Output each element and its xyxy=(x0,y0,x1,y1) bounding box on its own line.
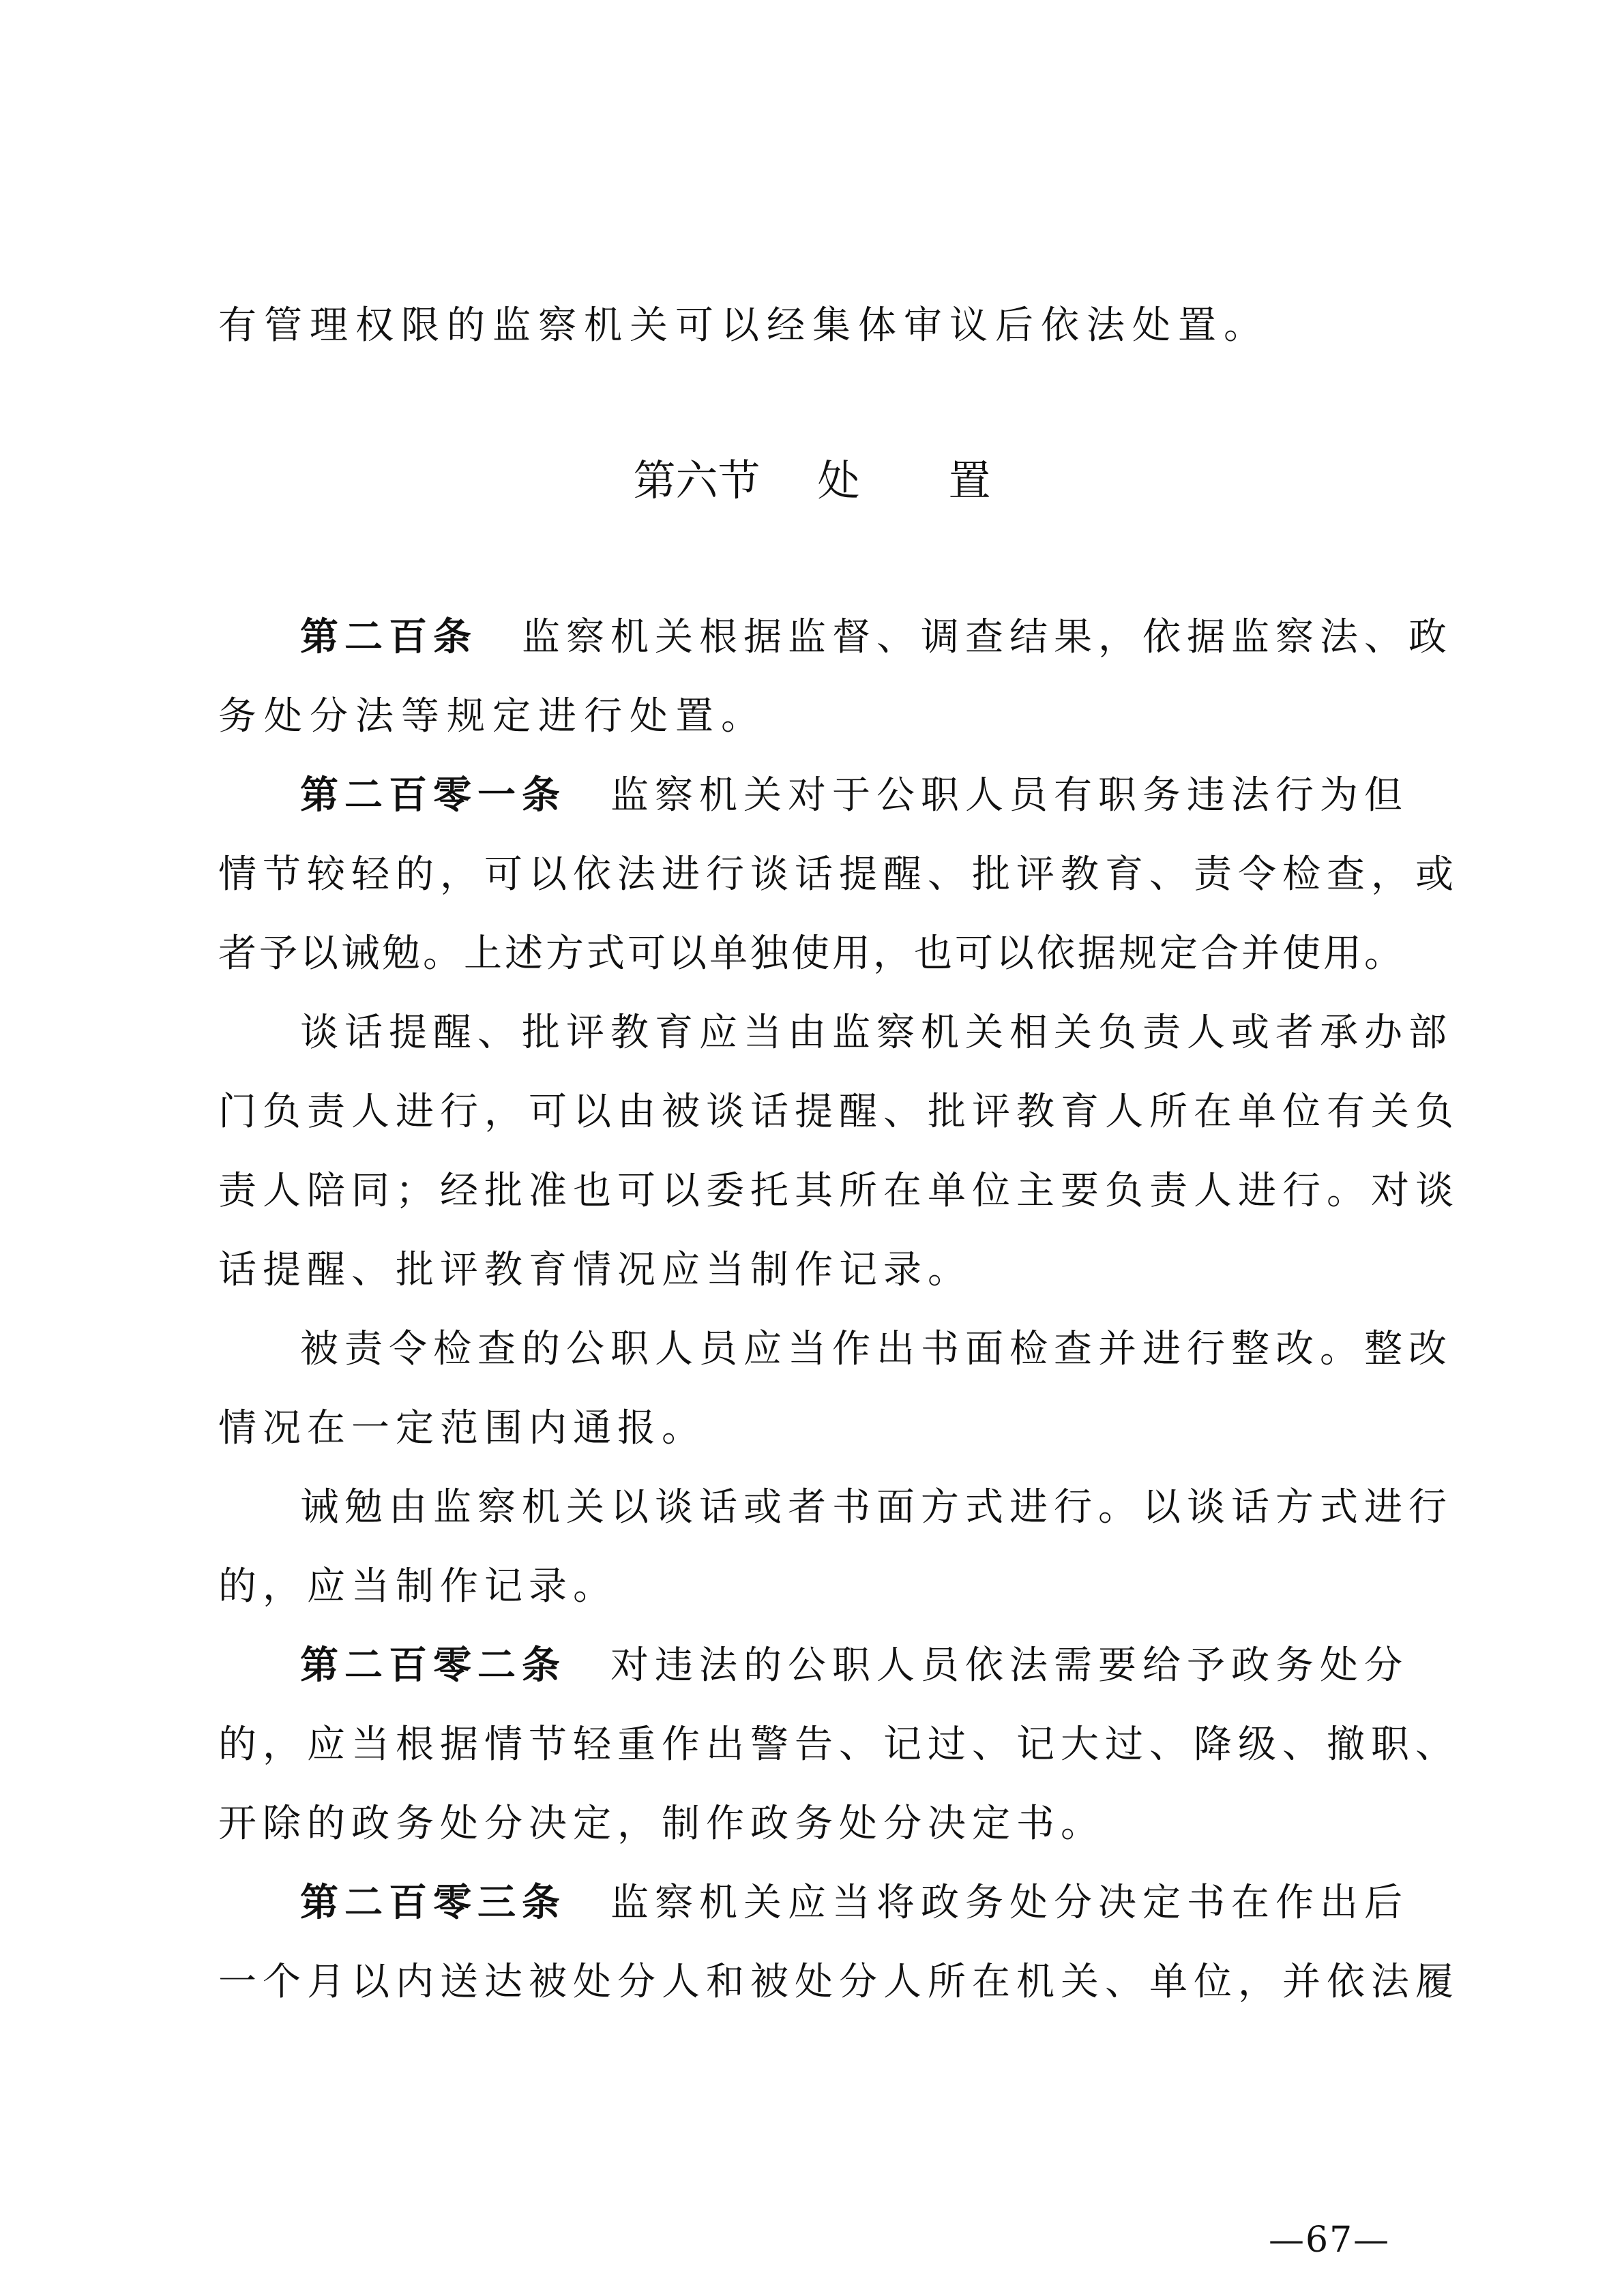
line-text: 话提醒、批评教育情况应当制作记录。 xyxy=(218,1248,972,1292)
line-text: 责人陪同；经批准也可以委托其所在单位主要负责人进行。对谈 xyxy=(218,1169,1460,1213)
line-text: 门负责人进行，可以由被谈话提醒、批评教育人所在单位有关负 xyxy=(218,1090,1460,1134)
article-line xyxy=(300,1864,1408,1943)
paragraph-line xyxy=(218,1943,1460,2022)
section-title-word-2: 置 xyxy=(948,456,991,505)
page-number: —67— xyxy=(1269,2220,1391,2261)
article-number: 第二百零三条 xyxy=(300,1881,566,1925)
article-line xyxy=(300,598,1453,677)
paragraph-line xyxy=(218,914,1405,994)
paragraph-line xyxy=(218,1231,972,1310)
article-line xyxy=(300,756,1408,835)
paragraph-line xyxy=(218,1073,1460,1152)
section-title-number: 第六节 xyxy=(633,456,761,505)
article-number: 第二百条 xyxy=(300,615,477,659)
line-text: 情况在一定范围内通报。 xyxy=(218,1406,706,1450)
line-text: 一个月以内送达被处分人和被处分人所在机关、单位，并依法履 xyxy=(218,1960,1460,2004)
paragraph-line xyxy=(218,677,767,756)
paragraph-line xyxy=(300,1468,1453,1547)
paragraph-line xyxy=(300,994,1453,1073)
paragraph-line xyxy=(300,1310,1453,1389)
line-text: 对违法的公职人员依法需要给予政务处分 xyxy=(566,1643,1408,1688)
paragraph-line xyxy=(218,1705,1460,1785)
line-text: 谈话提醒、批评教育应当由监察机关相关负责人或者承办部 xyxy=(300,1011,1453,1055)
paragraph-line xyxy=(218,286,1269,366)
paragraph-line xyxy=(218,1785,1105,1864)
section-title-word-1: 处 xyxy=(817,456,860,505)
line-text: 监察机关应当将政务处分决定书在作出后 xyxy=(566,1881,1408,1925)
paragraph-line xyxy=(218,1152,1460,1231)
paragraph-line xyxy=(218,1547,617,1626)
article-line xyxy=(300,1626,1408,1705)
line-text: 的，应当根据情节轻重作出警告、记过、记大过、降级、撤职、 xyxy=(218,1723,1460,1767)
paragraph-line xyxy=(218,1389,706,1468)
line-text: 监察机关对于公职人员有职务违法行为但 xyxy=(566,773,1408,818)
line-text: 务处分法等规定进行处置。 xyxy=(218,694,767,739)
line-text: 开除的政务处分决定，制作政务处分决定书。 xyxy=(218,1802,1105,1846)
line-text: 有管理权限的监察机关可以经集体审议后依法处置。 xyxy=(218,303,1269,348)
article-number: 第二百零二条 xyxy=(300,1643,566,1688)
article-number: 第二百零一条 xyxy=(300,773,566,818)
line-text: 者予以诫勉。上述方式可以单独使用，也可以依据规定合并使用。 xyxy=(218,931,1405,976)
section-title xyxy=(0,447,1624,515)
paragraph-line xyxy=(218,835,1460,914)
line-text: 被责令检查的公职人员应当作出书面检查并进行整改。整改 xyxy=(300,1327,1453,1371)
line-text: 监察机关根据监督、调查结果，依据监察法、政 xyxy=(477,615,1453,659)
line-text: 情节较轻的，可以依法进行谈话提醒、批评教育、责令检查，或 xyxy=(218,852,1460,897)
line-text: 的，应当制作记录。 xyxy=(218,1564,617,1609)
line-text: 诫勉由监察机关以谈话或者书面方式进行。以谈话方式进行 xyxy=(300,1485,1453,1530)
